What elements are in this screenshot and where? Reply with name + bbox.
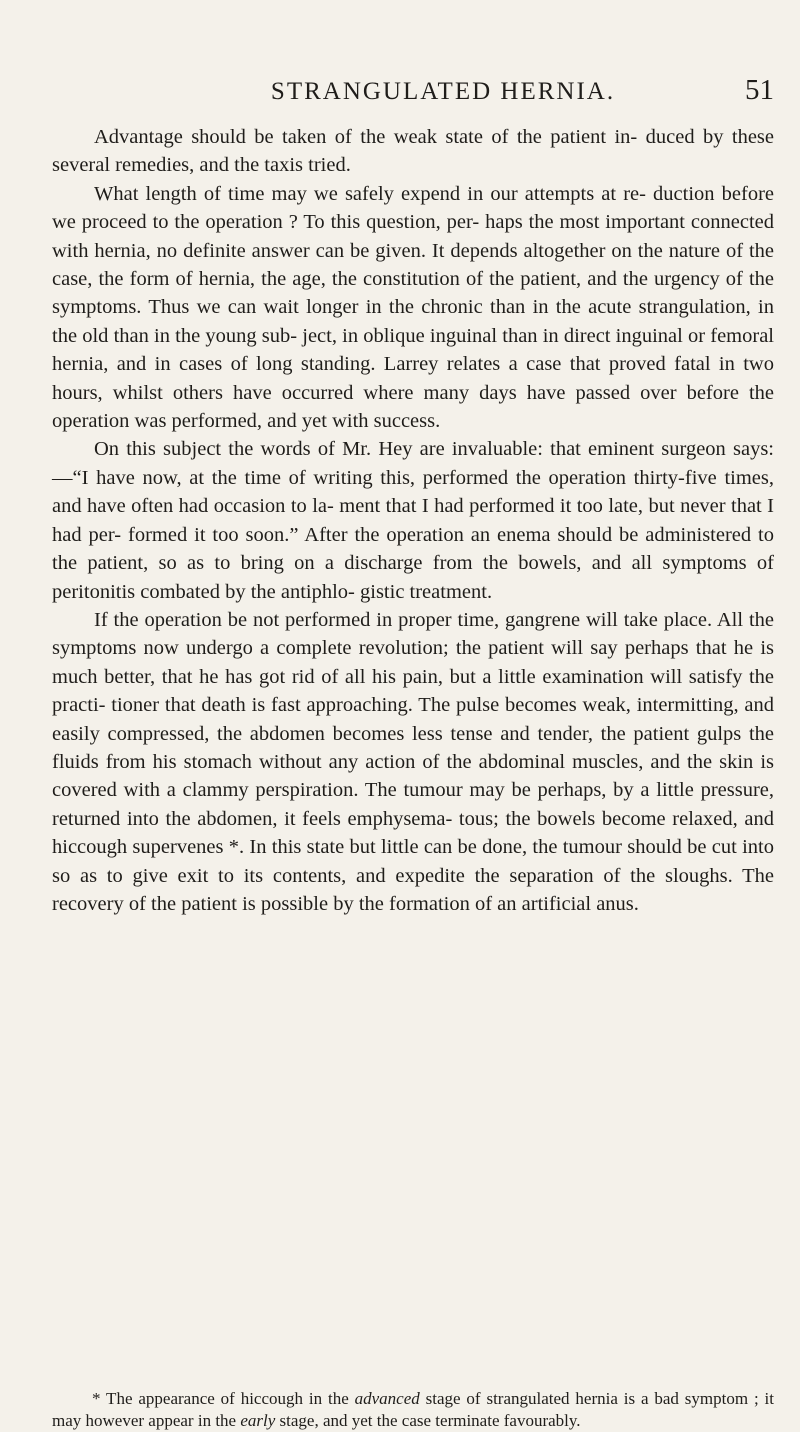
paragraph-taxis: Advantage should be taken of the weak state of the patient in- duced by these several remedies, and the taxis tried.	[52, 126, 774, 177]
footnote-text-3: stage, and yet the case terminate favourably.	[275, 1411, 581, 1430]
footnote-emphasis-early: early	[240, 1411, 276, 1430]
footnote-text-2: stage of strangulated hernia is a bad symptom ; it may however appear in the	[52, 1389, 774, 1430]
running-head	[52, 74, 774, 118]
page-number: 51	[745, 74, 774, 106]
running-title: STRANGULATED HERNIA.	[270, 78, 616, 105]
footnote-text-1: * The appearance of hiccough in the	[92, 1389, 355, 1408]
paragraph-time-before-operation: What length of time may we safely expend in our attempts at re- duction before we proceed to the operation ? To this question, per- haps the most important connected with hernia, no definite answer can be given. It depends altogether on the nature of the case, the form of hernia, the age, the constitution of the patient, and the urgency of the symptoms. Thus we can wait longer in the chronic than in the acute strangulation, in the old than in the young sub- ject, in oblique inguinal than in direct inguinal or femoral hernia, and in cases of long standing. Larrey relates a case that proved fatal in two hours, whilst others have occurred where many days have passed over before the operation was performed, and yet with success.	[52, 182, 774, 433]
body-text	[52, 123, 774, 918]
footnote	[52, 1388, 774, 1432]
paragraph-hey-quote: On this subject the words of Mr. Hey are invaluable: that eminent surgeon says:—“I have now, at the time of writing this, performed the operation thirty-five times, and have often had occasion to la- ment that I had performed it too late, but never that I had per- formed it too soon.” After the operation an enema should be administered to the patient, so as to bring on a discharge from the bowels, and all symptoms of peritonitis combated by the antiphlo- gistic treatment.	[52, 438, 774, 603]
paragraph-gangrene: If the operation be not performed in proper time, gangrene will take place. All the symptoms now undergo a complete revolution; the patient will say perhaps that he is much better, that he has got rid of all his pain, but a little examination will satisfy the practi- tioner that death is fast approaching. The pulse becomes weak, intermitting, and easily compressed, the abdomen becomes less tense and tender, the patient gulps the fluids from his stomach without any action of the abdominal muscles, and the skin is covered with a clammy perspiration. The tumour may be perhaps, by a little pressure, returned into the abdomen, it feels emphysema- tous; the bowels become relaxed, and hiccough supervenes *. In this state but little can be done, the tumour should be cut into so as to give exit to its contents, and expedite the separation of the sloughs. The recovery of the patient is possible by the formation of an artificial anus.	[52, 608, 774, 915]
footnote-emphasis-advanced: advanced	[354, 1389, 420, 1408]
